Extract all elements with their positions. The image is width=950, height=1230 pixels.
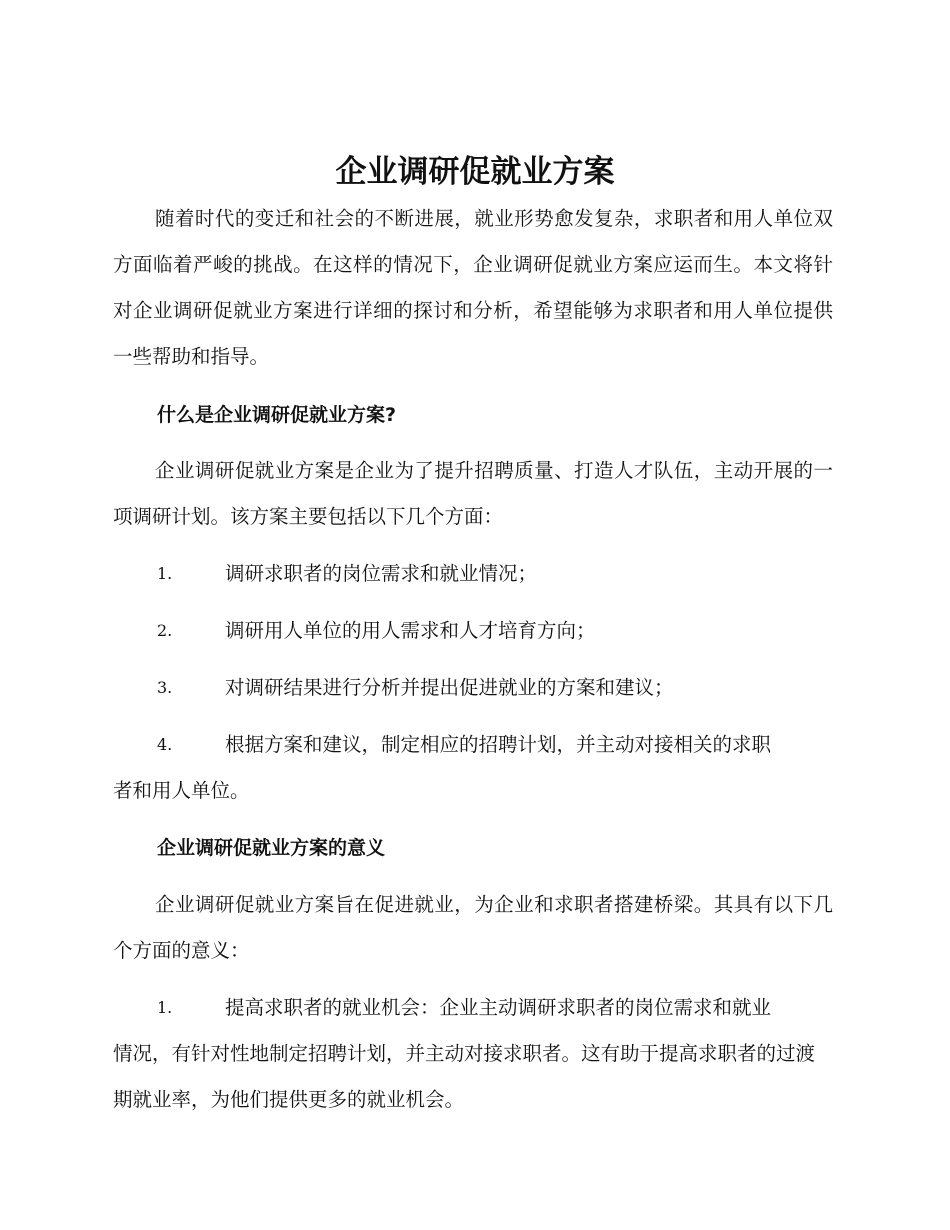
intro-paragraph: 随着时代的变迁和社会的不断进展，就业形势愈发复杂，求职者和用人单位双方面临着严峻的挑战。在这样的情况下，企业调研促就业方案应运而生。本文将针对企业调研促就业方案进行详细的探讨和分析，希望能够为求职者和用人单位提供一些帮助和指导。 [113,207,833,368]
list-item-text: 根据方案和建议，制定相应的招聘计划，并主动对接相关的求职 [225,733,772,756]
list-item [113,722,833,814]
document-title: 企业调研促就业方案 [335,154,615,190]
list-item-continuation: 情况，有针对性地制定招聘计划，并主动对接求职者。这有助于提高求职者的过渡期就业率，为他们提供更多的就业机会。 [113,1042,816,1111]
section-heading-significance: 企业调研促就业方案的意义 [157,837,386,859]
list-number: 3. [157,678,173,697]
list-item [113,985,833,1123]
list-item [113,665,833,711]
list-number: 4. [157,735,173,754]
section1-paragraph: 企业调研促就业方案是企业为了提升招聘质量、打造人才队伍，主动开展的一项调研计划。该方案主要包括以下几个方面： [113,459,833,528]
section2-paragraph: 企业调研促就业方案旨在促进就业，为企业和求职者搭建桥梁。其具有以下几个方面的意义： [113,893,833,962]
list-number: 1. [157,564,173,583]
list-number: 1. [157,998,173,1017]
section-heading-what-is: 什么是企业调研促就业方案? [157,404,397,426]
list-item-text: 调研求职者的岗位需求和就业情况； [225,562,538,585]
list-item-text: 提高求职者的就业机会：企业主动调研求职者的岗位需求和就业 [225,996,772,1019]
list-item [113,608,833,654]
list-item [113,551,833,597]
list-item-text: 调研用人单位的用人需求和人才培育方向； [225,619,596,642]
list-item-continuation: 者和用人单位。 [113,779,250,802]
list-item-text: 对调研结果进行分析并提出促进就业的方案和建议； [225,676,674,699]
list-number: 2. [157,621,173,640]
